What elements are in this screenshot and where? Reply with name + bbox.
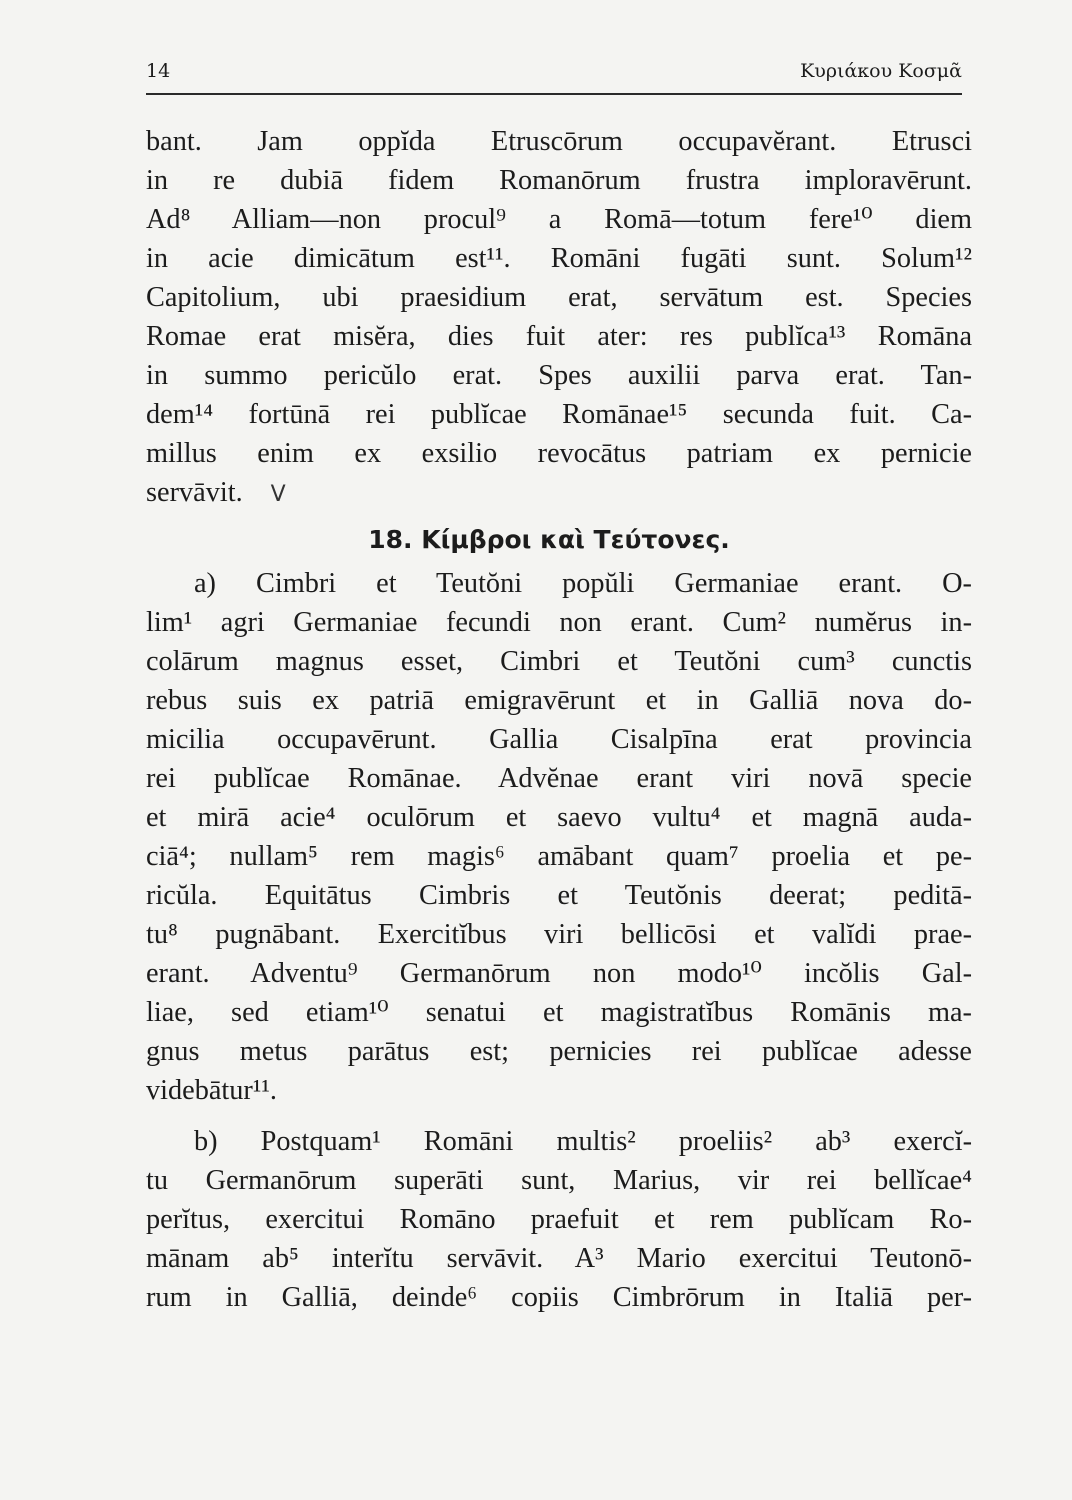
text-line: ciā⁴; nullam⁵ rem magis⁶ amābant quam⁷ proelia et pe- <box>146 841 972 872</box>
text-line: ricŭla. Equitātus Cimbris et Teutŏnis deerat; peditā- <box>146 880 972 911</box>
text-line: a) Cimbri et Teutŏni popŭli Germaniae erant. O- <box>194 568 972 599</box>
text-line: in acie dimicātum est¹¹. Romāni fugāti sunt. Solum¹² <box>146 243 972 274</box>
text-line: bant. Jam oppĭda Etruscōrum occupavĕrant. Etrusci <box>146 126 972 157</box>
text-line-last <box>146 473 972 512</box>
section-heading: 18. Κίμβροι καὶ Τεύτονες. <box>368 525 730 554</box>
text-line: b) Postquam¹ Romāni multis² proeliis² ab³ exercĭ- <box>194 1126 972 1157</box>
text-line: tu⁸ pugnābant. Exercitĭbus viri bellicōsi et valĭdi prae- <box>146 919 972 950</box>
text-line: perĭtus, exercitui Romāno praefuit et rem publĭcam Ro- <box>146 1204 972 1235</box>
text-line: gnus metus parātus est; pernicies rei publĭcae adesse <box>146 1036 972 1067</box>
header-rule <box>146 93 962 95</box>
text-line: micilia occupavērunt. Gallia Cisalpīna erat provincia <box>146 724 972 755</box>
text-line: colārum magnus esset, Cimbri et Teutŏni cum³ cunctis <box>146 646 972 677</box>
text-line: Romae erat misĕra, dies fuit ater: res publĭca¹³ Romāna <box>146 321 972 352</box>
text-line: millus enim ex exsilio revocātus patriam ex pernicie <box>146 438 972 469</box>
text-line: rum in Galliā, deinde⁶ copiis Cimbrōrum in Italiā per- <box>146 1282 972 1313</box>
section-17-tail <box>146 122 972 512</box>
section-18-part-b <box>146 1122 972 1317</box>
text-line: mānam ab⁵ interĭtu servāvit. A³ Mario exercitui Teutonō- <box>146 1243 972 1274</box>
running-title: Κυριάκου Κοσμᾶ <box>800 60 962 82</box>
check-mark: V <box>270 482 286 507</box>
text-line: rei publĭcae Romānae. Advĕnae erant viri novā specie <box>146 763 972 794</box>
text-line: Capitolium, ubi praesidium erat, servātum est. Species <box>146 282 972 313</box>
page-header <box>146 58 962 88</box>
text-line: lim¹ agri Germaniae fecundi non erant. Cum² numĕrus in- <box>146 607 972 638</box>
text-line: rebus suis ex patriā emigravērunt et in Galliā nova do- <box>146 685 972 716</box>
text-line: erant. Adventu⁹ Germanōrum non modo¹⁰ incŏlis Gal- <box>146 958 972 989</box>
text-line: videbātur¹¹. <box>146 1075 277 1106</box>
text-line: in re dubiā fidem Romanōrum frustra imploravērunt. <box>146 165 972 196</box>
text-line: et mirā acie⁴ oculōrum et saevo vultu⁴ et magnā auda- <box>146 802 972 833</box>
text-line: dem¹⁴ fortūnā rei publĭcae Romānae¹⁵ secunda fuit. Ca- <box>146 399 972 430</box>
text-line: tu Germanōrum superāti sunt, Marius, vir rei bellĭcae⁴ <box>146 1165 972 1196</box>
page-number: 14 <box>146 60 171 82</box>
text-line-content: servāvit. <box>146 477 243 508</box>
body-text <box>146 122 972 1317</box>
paragraph-gap <box>146 1110 972 1122</box>
section-18-part-a <box>146 564 972 1110</box>
text-line: liae, sed etiam¹⁰ senatui et magistratĭbus Romānis ma- <box>146 997 972 1028</box>
text-line: Ad⁸ Alliam—non procul⁹ a Romā—totum fere¹⁰ diem <box>146 204 972 235</box>
text-line: in summo pericŭlo erat. Spes auxilii parva erat. Tan- <box>146 360 972 391</box>
